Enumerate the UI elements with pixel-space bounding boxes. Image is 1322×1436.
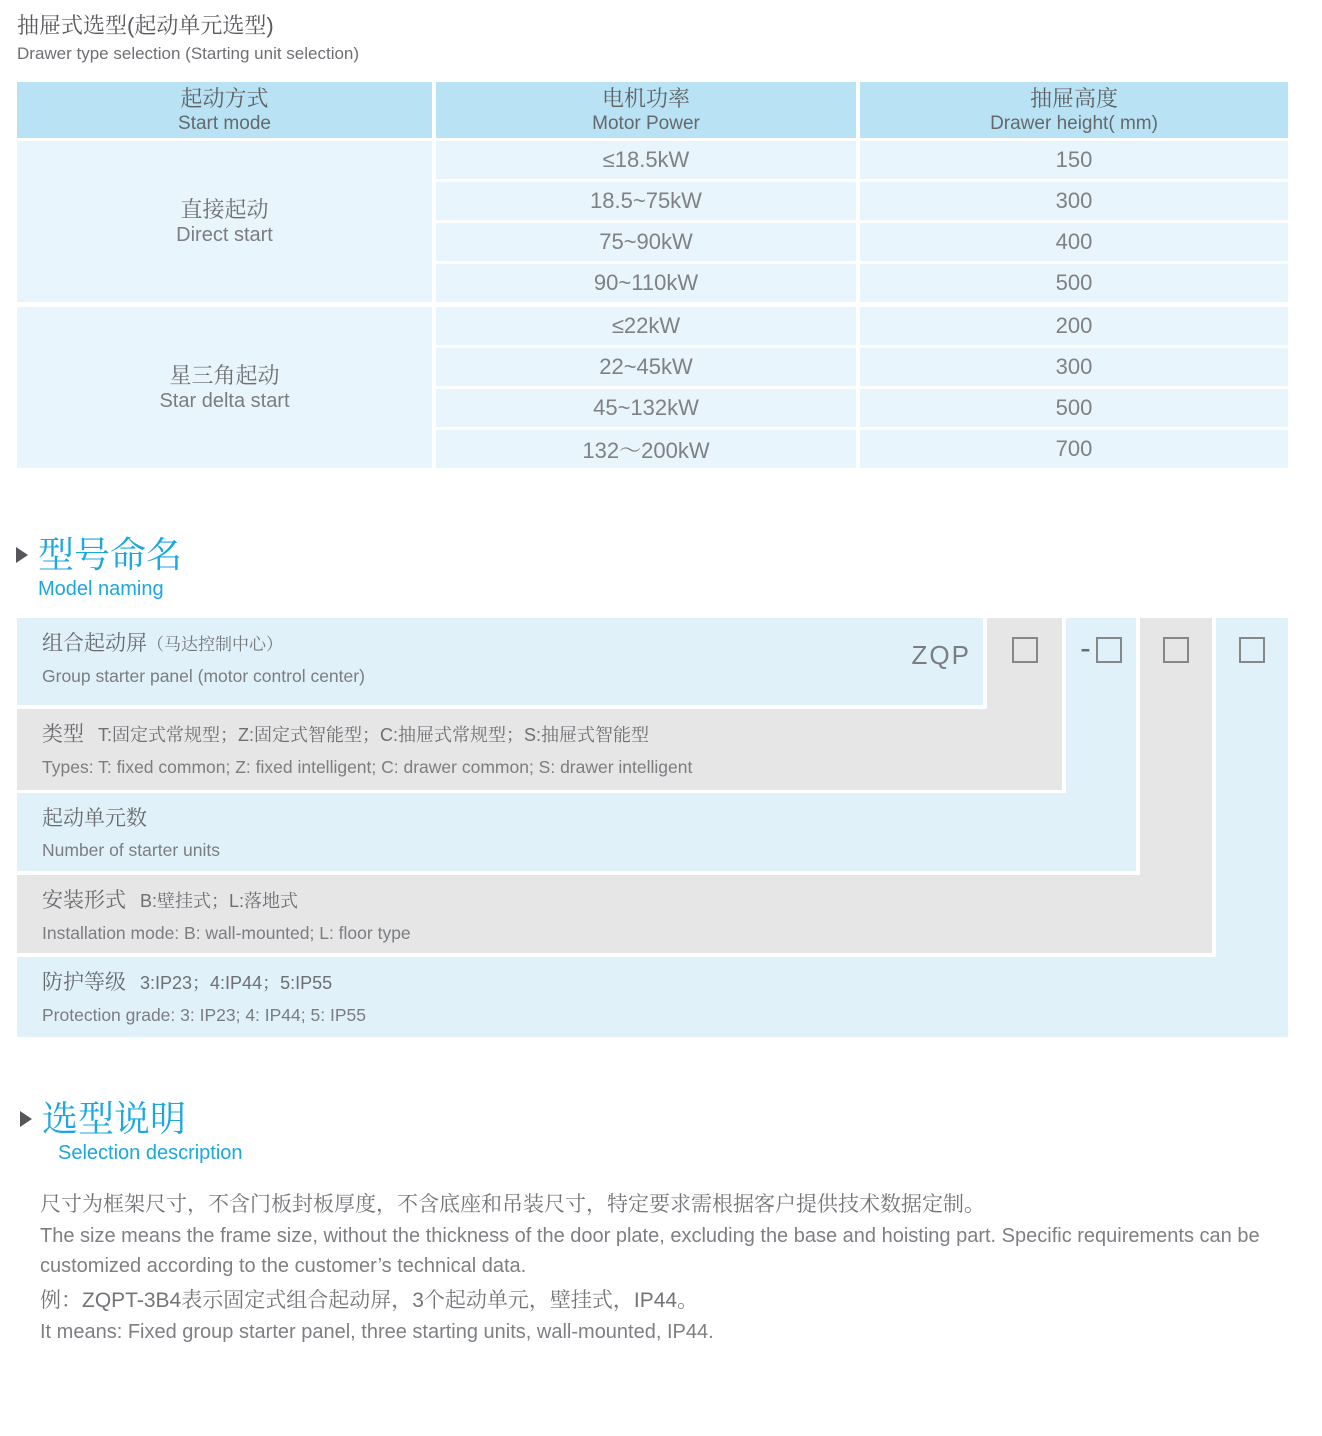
height-cell: 200 — [860, 307, 1288, 345]
mode-en: Direct start — [176, 223, 273, 246]
section-arrow-icon — [20, 1111, 32, 1127]
row-cn-paren: （马达控制中心） — [147, 635, 283, 654]
model-naming-diagram — [17, 618, 1288, 1037]
row-en: Group starter panel (motor control center) — [42, 666, 365, 686]
height-cell: 300 — [860, 348, 1288, 386]
power-cell: 22~45kW — [436, 348, 856, 386]
column-header-start-mode — [17, 82, 432, 138]
mode-cn: 星三角起动 — [169, 362, 280, 388]
start-mode-cell — [17, 307, 432, 468]
section-title-cn: 选型说明 — [42, 1098, 187, 1139]
section-title-cn: 型号命名 — [38, 534, 183, 575]
mode-en: Star delta start — [159, 389, 290, 412]
table-row — [436, 264, 1288, 302]
header-en: Drawer height( mm) — [990, 112, 1158, 134]
row-cn: 类型 — [42, 723, 84, 746]
power-cell: ≤18.5kW — [436, 141, 856, 179]
table-row — [436, 348, 1288, 386]
naming-row-starter-units — [17, 793, 1136, 871]
code-box-units — [1096, 637, 1122, 663]
page-title-cn: 抽屉式选型(起动单元选型) — [17, 13, 274, 38]
desc-cn-example: 例：ZQPT-3B4表示固定式组合起动屏，3个起动单元，壁挂式，IP44。 — [40, 1289, 699, 1312]
power-cell: 132～200kW — [436, 430, 856, 468]
table-row — [436, 223, 1288, 261]
table-row — [436, 430, 1288, 468]
section-model-naming — [16, 534, 182, 603]
row-cn: 组合起动屏 — [42, 632, 147, 655]
desc-cn-line: 尺寸为框架尺寸，不含门板封板厚度，不含底座和吊装尺寸，特定要求需根据客户提供技术数据定制。 — [40, 1193, 985, 1216]
naming-row-protection-grade — [17, 957, 1288, 1037]
row-en: Protection grade: 3: IP23; 4: IP44; 5: IP55 — [42, 1005, 366, 1025]
height-cell: 500 — [860, 264, 1288, 302]
naming-row-installation-mode — [17, 875, 1212, 953]
code-dash: - — [1080, 630, 1091, 666]
table-group-star-delta-start — [17, 307, 1288, 468]
power-cell: 18.5~75kW — [436, 182, 856, 220]
row-cn-detail: 3:IP23；4:IP44；5:IP55 — [140, 973, 333, 993]
table-row — [436, 182, 1288, 220]
code-box-type — [1012, 637, 1038, 663]
start-mode-cell — [17, 141, 432, 302]
naming-row-group-starter-panel — [17, 618, 983, 705]
row-cn: 安装形式 — [42, 889, 126, 912]
header-cn: 电机功率 — [601, 85, 690, 111]
desc-en-example: It means: Fixed group starter panel, three starting units, wall-mounted, IP44. — [40, 1321, 714, 1343]
power-cell: 75~90kW — [436, 223, 856, 261]
naming-row-types — [17, 709, 1062, 790]
mode-cn: 直接起动 — [180, 196, 269, 222]
page-title-en: Drawer type selection (Starting unit selection) — [17, 44, 360, 63]
section-title-en: Selection description — [58, 1142, 243, 1164]
height-cell: 150 — [860, 141, 1288, 179]
power-cell: ≤22kW — [436, 307, 856, 345]
row-en: Types: T: fixed common; Z: fixed intelligent; C: drawer common; S: drawer intelligent — [42, 757, 693, 777]
row-cn-detail: B:壁挂式；L:落地式 — [140, 891, 299, 911]
table-row — [436, 307, 1288, 345]
column-header-motor-power — [436, 82, 856, 138]
power-cell: 90~110kW — [436, 264, 856, 302]
section-selection-description — [20, 1098, 243, 1167]
column-header-drawer-height — [860, 82, 1288, 138]
desc-en-line: The size means the frame size, without the thickness of the door plate, excluding the base and hoisting part. Specific requirements can be customized according to the customer’s technical data. — [40, 1225, 1260, 1277]
height-cell: 700 — [860, 430, 1288, 468]
header-en: Start mode — [178, 112, 271, 134]
height-cell: 400 — [860, 223, 1288, 261]
table-row — [436, 141, 1288, 179]
row-cn: 起动单元数 — [42, 807, 147, 830]
code-box-installation — [1163, 637, 1189, 663]
selection-description-text — [40, 1188, 1294, 1350]
page-title — [17, 12, 359, 66]
power-cell: 45~132kW — [436, 389, 856, 427]
table-group-direct-start — [17, 141, 1288, 302]
table-header-row — [17, 82, 1288, 138]
header-cn: 起动方式 — [180, 85, 269, 111]
table-row — [436, 389, 1288, 427]
section-title-en: Model naming — [38, 578, 164, 600]
drawer-selection-table — [17, 82, 1288, 468]
row-en: Installation mode: B: wall-mounted; L: floor type — [42, 923, 411, 943]
section-arrow-icon — [16, 547, 28, 563]
header-cn: 抽屉高度 — [1029, 85, 1118, 111]
height-cell: 500 — [860, 389, 1288, 427]
model-code-label: ZQP — [911, 640, 971, 670]
row-cn-detail: T:固定式常规型；Z:固定式智能型；C:抽屉式常规型；S:抽屉式智能型 — [98, 725, 650, 745]
row-cn: 防护等级 — [42, 971, 126, 994]
row-en: Number of starter units — [42, 840, 220, 860]
height-cell: 300 — [860, 182, 1288, 220]
header-en: Motor Power — [592, 112, 700, 134]
code-box-protection — [1239, 637, 1265, 663]
